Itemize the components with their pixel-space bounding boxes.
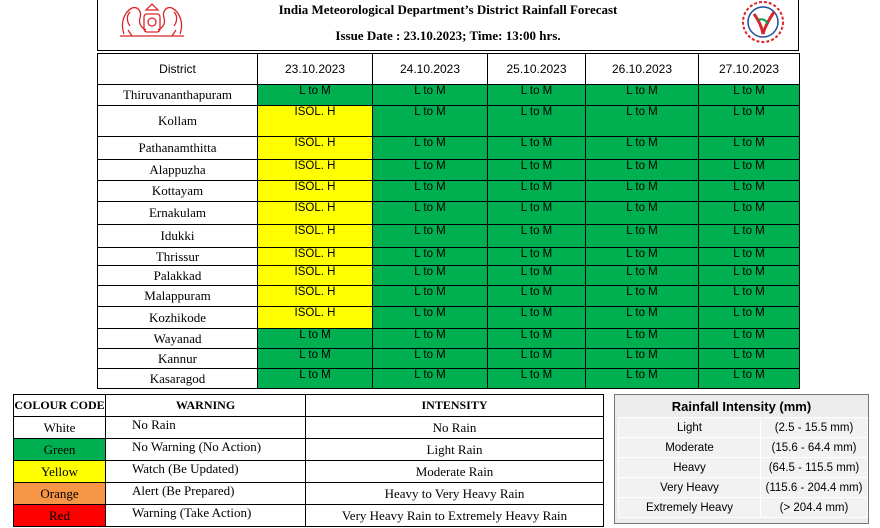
intensity-range: (64.5 - 115.5 mm) — [761, 458, 868, 478]
rainfall-intensity-title: Rainfall Intensity (mm) — [671, 399, 812, 414]
forecast-cell: L to M — [699, 181, 800, 202]
forecast-cell: L to M — [373, 329, 488, 349]
forecast-cell: L to M — [586, 286, 699, 307]
forecast-cell: L to M — [373, 248, 488, 266]
date-column-header: 24.10.2023 — [373, 54, 488, 85]
district-name: Kozhikode — [98, 307, 258, 329]
legend-colour-code: Red — [14, 505, 106, 527]
forecast-cell: L to M — [586, 248, 699, 266]
forecast-cell: ISOL. H — [258, 137, 373, 160]
forecast-cell: L to M — [699, 160, 800, 181]
district-row — [98, 286, 800, 307]
intensity-range: (15.6 - 64.4 mm) — [761, 438, 868, 458]
imd-logo-icon — [740, 0, 786, 44]
forecast-cell: L to M — [258, 85, 373, 106]
intensity-label: Moderate — [619, 438, 761, 458]
forecast-cell: L to M — [586, 369, 699, 389]
legend-warning: No Rain — [106, 417, 306, 439]
forecast-cell: L to M — [586, 181, 699, 202]
legend-intensity: No Rain — [306, 417, 604, 439]
district-name: Thrissur — [98, 248, 258, 266]
forecast-cell: L to M — [699, 266, 800, 286]
legend-colour-code: Yellow — [14, 461, 106, 483]
date-column-header: 27.10.2023 — [699, 54, 800, 85]
report-header — [97, 0, 799, 51]
intensity-label: Extremely Heavy — [619, 498, 761, 518]
district-name: Kollam — [98, 106, 258, 137]
rainfall-intensity-table — [618, 417, 868, 518]
forecast-cell: L to M — [699, 225, 800, 248]
district-name: Kannur — [98, 349, 258, 369]
forecast-cell: L to M — [258, 349, 373, 369]
issue-date: Issue Date : 23.10.2023; Time: 13:00 hrs. — [335, 28, 561, 43]
forecast-cell: L to M — [258, 329, 373, 349]
forecast-cell: L to M — [488, 329, 586, 349]
district-name: Wayanad — [98, 329, 258, 349]
forecast-cell: L to M — [699, 369, 800, 389]
forecast-cell: L to M — [488, 369, 586, 389]
intensity-range: (> 204.4 mm) — [761, 498, 868, 518]
legend-intensity: Heavy to Very Heavy Rain — [306, 483, 604, 505]
forecast-cell: L to M — [488, 248, 586, 266]
district-row — [98, 106, 800, 137]
forecast-cell: L to M — [373, 202, 488, 225]
date-column-header: 26.10.2023 — [586, 54, 699, 85]
forecast-cell: ISOL. H — [258, 307, 373, 329]
forecast-cell: L to M — [373, 85, 488, 106]
district-row — [98, 349, 800, 369]
forecast-cell: ISOL. H — [258, 106, 373, 137]
forecast-cell: ISOL. H — [258, 160, 373, 181]
forecast-cell: L to M — [699, 106, 800, 137]
intensity-row — [619, 438, 868, 458]
forecast-table — [97, 53, 800, 389]
legend-colour-code: White — [14, 417, 106, 439]
intensity-row — [619, 458, 868, 478]
forecast-cell: ISOL. H — [258, 181, 373, 202]
forecast-cell: L to M — [699, 137, 800, 160]
legend-row — [14, 505, 604, 527]
forecast-cell: L to M — [373, 181, 488, 202]
forecast-cell: L to M — [586, 160, 699, 181]
district-name: Ernakulam — [98, 202, 258, 225]
district-row — [98, 248, 800, 266]
district-row — [98, 202, 800, 225]
forecast-cell: L to M — [586, 307, 699, 329]
intensity-label: Very Heavy — [619, 478, 761, 498]
intensity-range: (115.6 - 204.4 mm) — [761, 478, 868, 498]
forecast-cell: L to M — [373, 106, 488, 137]
forecast-cell: L to M — [586, 225, 699, 248]
forecast-cell: L to M — [586, 266, 699, 286]
intensity-row — [619, 498, 868, 518]
colour-code-legend — [13, 394, 604, 527]
legend-warning: Warning (Take Action) — [106, 505, 306, 527]
legend-row — [14, 439, 604, 461]
district-name: Kasaragod — [98, 369, 258, 389]
intensity-row — [619, 418, 868, 438]
forecast-cell: L to M — [699, 202, 800, 225]
legend-row — [14, 417, 604, 439]
forecast-cell: L to M — [488, 181, 586, 202]
legend-header-row — [14, 395, 604, 417]
legend-colour-code: Orange — [14, 483, 106, 505]
forecast-header-row — [98, 54, 800, 85]
district-name: Alappuzha — [98, 160, 258, 181]
forecast-cell: L to M — [699, 329, 800, 349]
district-name: Malappuram — [98, 286, 258, 307]
forecast-cell: L to M — [699, 349, 800, 369]
rainfall-intensity-box — [614, 394, 869, 524]
forecast-cell: L to M — [258, 369, 373, 389]
legend-header-intensity: INTENSITY — [306, 395, 604, 417]
district-row — [98, 160, 800, 181]
forecast-cell: L to M — [373, 266, 488, 286]
district-name: Palakkad — [98, 266, 258, 286]
forecast-cell: L to M — [373, 137, 488, 160]
forecast-cell: L to M — [373, 307, 488, 329]
district-row — [98, 266, 800, 286]
district-name: Pathanamthitta — [98, 137, 258, 160]
forecast-cell: L to M — [488, 225, 586, 248]
legend-warning: Watch (Be Updated) — [106, 461, 306, 483]
forecast-cell: L to M — [488, 286, 586, 307]
date-column-header: 25.10.2023 — [488, 54, 586, 85]
intensity-row — [619, 478, 868, 498]
forecast-cell: ISOL. H — [258, 202, 373, 225]
legend-colour-code: Green — [14, 439, 106, 461]
legend-row — [14, 483, 604, 505]
legend-intensity: Moderate Rain — [306, 461, 604, 483]
forecast-cell: L to M — [488, 137, 586, 160]
report-title: India Meteorological Department’s District Rainfall Forecast — [278, 2, 618, 17]
forecast-cell: L to M — [586, 85, 699, 106]
district-name: Idukki — [98, 225, 258, 248]
forecast-cell: L to M — [586, 106, 699, 137]
district-row — [98, 181, 800, 202]
legend-header-warning: WARNING — [106, 395, 306, 417]
district-row — [98, 85, 800, 106]
forecast-cell: ISOL. H — [258, 225, 373, 248]
legend-warning: Alert (Be Prepared) — [106, 483, 306, 505]
forecast-cell: L to M — [488, 307, 586, 329]
legend-intensity: Light Rain — [306, 439, 604, 461]
district-name: Kottayam — [98, 181, 258, 202]
forecast-cell: L to M — [488, 160, 586, 181]
legend-intensity: Very Heavy Rain to Extremely Heavy Rain — [306, 505, 604, 527]
forecast-cell: L to M — [373, 225, 488, 248]
district-row — [98, 137, 800, 160]
forecast-cell: L to M — [699, 248, 800, 266]
forecast-cell: L to M — [373, 160, 488, 181]
forecast-cell: L to M — [586, 329, 699, 349]
forecast-cell: ISOL. H — [258, 266, 373, 286]
district-row — [98, 369, 800, 389]
forecast-cell: L to M — [586, 137, 699, 160]
forecast-cell: ISOL. H — [258, 248, 373, 266]
forecast-cell: L to M — [699, 85, 800, 106]
forecast-cell: L to M — [488, 106, 586, 137]
intensity-label: Light — [619, 418, 761, 438]
forecast-cell: L to M — [488, 266, 586, 286]
forecast-cell: L to M — [699, 286, 800, 307]
intensity-range: (2.5 - 15.5 mm) — [761, 418, 868, 438]
forecast-cell: L to M — [373, 286, 488, 307]
forecast-cell: L to M — [586, 349, 699, 369]
forecast-cell: L to M — [586, 202, 699, 225]
forecast-cell: L to M — [699, 307, 800, 329]
forecast-cell: L to M — [488, 85, 586, 106]
district-row — [98, 225, 800, 248]
forecast-cell: ISOL. H — [258, 286, 373, 307]
intensity-label: Heavy — [619, 458, 761, 478]
forecast-cell: L to M — [488, 349, 586, 369]
district-row — [98, 329, 800, 349]
legend-warning: No Warning (No Action) — [106, 439, 306, 461]
forecast-cell: L to M — [488, 202, 586, 225]
forecast-cell: L to M — [373, 349, 488, 369]
legend-header-code: COLOUR CODE — [14, 395, 106, 417]
legend-row — [14, 461, 604, 483]
district-row — [98, 307, 800, 329]
date-column-header: 23.10.2023 — [258, 54, 373, 85]
district-column-header: District — [98, 54, 258, 85]
district-name: Thiruvananthapuram — [98, 85, 258, 106]
forecast-cell: L to M — [373, 369, 488, 389]
